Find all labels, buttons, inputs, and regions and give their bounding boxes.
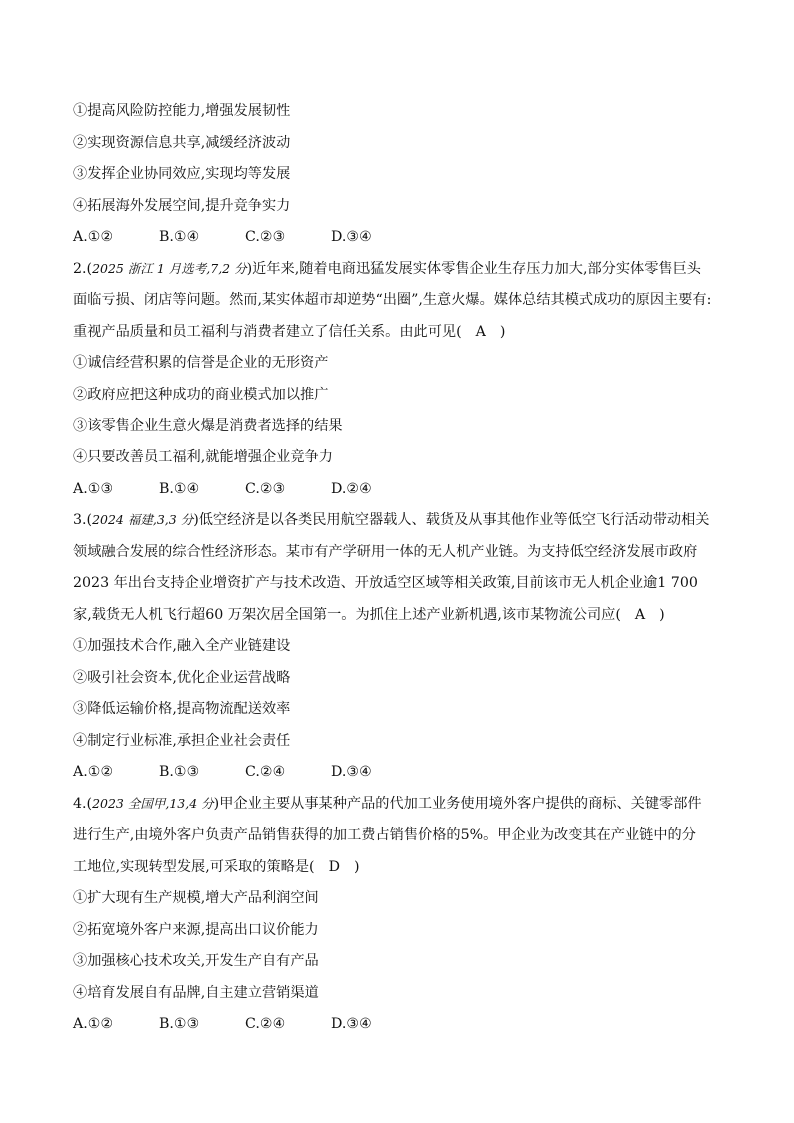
q2-option-a[interactable]: A.①③ (73, 481, 114, 497)
q4-stem-line-3: 工地位,实现转型发展,可采取的策略是( D ) (73, 859, 360, 875)
q3-answer: A (634, 607, 646, 623)
q2-option-d[interactable]: D.②④ (331, 481, 372, 497)
q2-stem-line-2: 面临亏损、闭店等问题。然而,某实体超市却逆势“出圈”,生意火爆。媒体总结其模式成功的原因主要有: (73, 292, 712, 308)
q1-item-4: ④拓展海外发展空间,提升竞争实力 (73, 198, 291, 214)
q2-option-c[interactable]: C.②③ (245, 481, 286, 497)
q2-stem-line-3: 重视产品质量和员工福利与消费者建立了信任关系。由此可见( A ) (73, 324, 506, 340)
q3-stem-line-2: 领域融合发展的综合性经济形态。某市有产学研用一体的无人机产业链。为支持低空经济发展市政府 (73, 544, 698, 560)
q4-option-c[interactable]: C.②④ (245, 1016, 286, 1032)
q3-option-c[interactable]: C.②④ (245, 764, 286, 780)
q3-item-1: ①加强技术合作,融入全产业链建设 (73, 638, 291, 654)
q4-number: 4.( (73, 796, 93, 812)
q4-answer: D (328, 859, 340, 875)
q3-item-2: ②吸引社会资本,优化企业运营战略 (73, 670, 291, 686)
q3-item-3: ③降低运输价格,提高物流配送效率 (73, 701, 291, 717)
q2-item-2: ②政府应把这种成功的商业模式加以推广 (73, 387, 329, 403)
q4-stem-line-1: 4.(2023 全国甲,13,4 分)甲企业主要从事某种产品的代加工业务使用境外客户提供的商标、关键零部件 (73, 796, 702, 812)
q3-stem-line-3: 2023 年出台支持企业增资扩产与技术改造、开放适空区域等相关政策,目前该市无人机企业逾1 700 (73, 575, 698, 591)
q2-item-1: ①诚信经营积累的信誉是企业的无形资产 (73, 355, 329, 371)
q4-item-1: ①扩大现有生产规模,增大产品利润空间 (73, 890, 319, 906)
q3-number: 3.( (73, 512, 93, 528)
q3-stem-line-4: 家,载货无人机飞行超60 万架次居全国第一。为抓住上述产业新机遇,该市某物流公司应( A ) (73, 607, 665, 623)
q4-source: 2023 全国甲,13,4 分 (92, 796, 214, 811)
q2-stem-line-1: 2.(2025 浙江 1 月选考,7,2 分)近年来,随着电商迅猛发展实体零售企业生存压力加大,部分实体零售巨头 (73, 261, 701, 277)
q3-stem-line-1: 3.(2024 福建,3,3 分)低空经济是以各类民用航空器载人、载货及从事其他作业等低空飞行活动带动相关 (73, 512, 710, 528)
q4-item-3: ③加强核心技术攻关,开发生产自有产品 (73, 953, 319, 969)
q2-item-3: ③该零售企业生意火爆是消费者选择的结果 (73, 418, 343, 434)
q1-option-a[interactable]: A.①② (73, 229, 114, 245)
q2-item-4: ④只要改善员工福利,就能增强企业竞争力 (73, 449, 333, 465)
q2-source: 2025 浙江 1 月选考,7,2 分 (92, 261, 247, 276)
q3-option-d[interactable]: D.③④ (331, 764, 372, 780)
q4-item-2: ②拓宽境外客户来源,提高出口议价能力 (73, 922, 319, 938)
q1-options (73, 227, 734, 247)
q4-options (73, 1014, 734, 1034)
q4-option-d[interactable]: D.③④ (331, 1016, 372, 1032)
q2-number: 2.( (73, 261, 93, 277)
q2-options (73, 479, 734, 499)
q3-option-a[interactable]: A.①② (73, 764, 114, 780)
q3-item-4: ④制定行业标准,承担企业社会责任 (73, 733, 291, 749)
q1-item-3: ③发挥企业协同效应,实现均等发展 (73, 166, 291, 182)
q1-option-c[interactable]: C.②③ (245, 229, 286, 245)
q4-item-4: ④培育发展自有品牌,自主建立营销渠道 (73, 985, 319, 1001)
q4-option-a[interactable]: A.①② (73, 1016, 114, 1032)
q2-option-b[interactable]: B.①④ (159, 481, 200, 497)
q1-option-d[interactable]: D.③④ (331, 229, 372, 245)
q1-item-1: ①提高风险防控能力,增强发展韧性 (73, 103, 291, 119)
q3-options (73, 762, 734, 782)
q4-option-b[interactable]: B.①③ (159, 1016, 200, 1032)
q3-option-b[interactable]: B.①③ (159, 764, 200, 780)
q4-stem-line-2: 进行生产,由境外客户负责产品销售获得的加工费占销售价格的5%。甲企业为改变其在产业链中的分 (73, 827, 696, 843)
q3-source: 2024 福建,3,3 分 (92, 512, 194, 527)
q2-answer: A (475, 324, 486, 340)
q1-option-b[interactable]: B.①④ (159, 229, 200, 245)
q1-item-2: ②实现资源信息共享,减缓经济波动 (73, 135, 291, 151)
